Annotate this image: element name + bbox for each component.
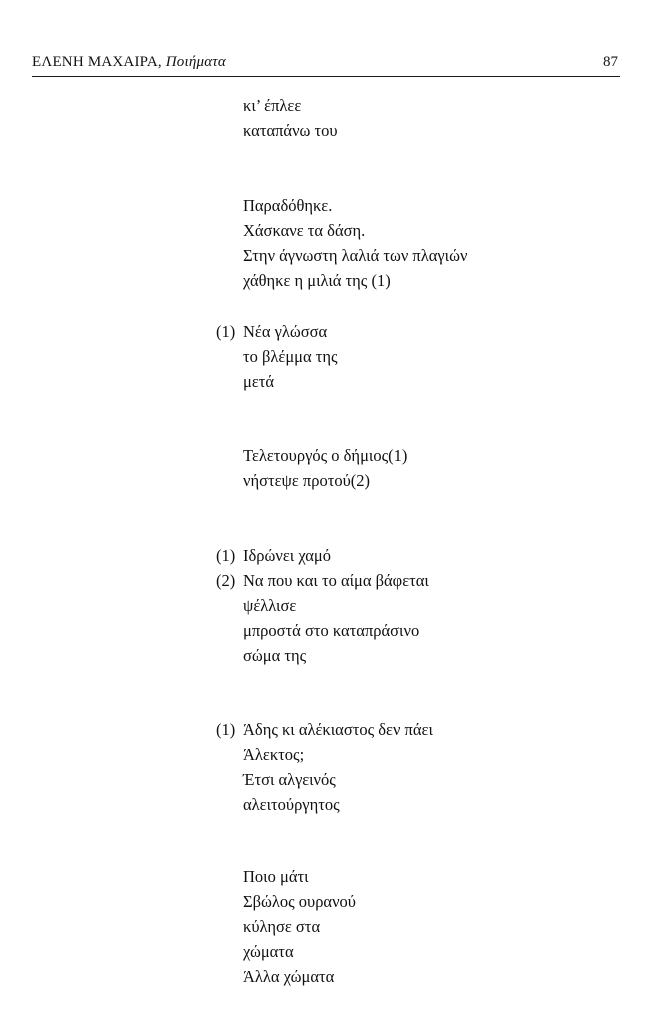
poem-line: μπροστά στο καταπράσινο [243, 621, 420, 640]
poem-line: το βλέμμα της [243, 347, 338, 366]
poem-line: χώματα [243, 942, 294, 961]
poem-line: μετά [243, 372, 275, 391]
poem-line: Άλλα χώματα [243, 967, 335, 986]
poem-line: αλειτούργητος [243, 795, 340, 814]
poem-line: Παραδόθηκε. [243, 196, 333, 215]
footnote-marker: (1) [216, 720, 236, 739]
poem-line: Στην άγνωστη λαλιά των πλαγιών [243, 246, 468, 265]
header-rule [32, 76, 620, 77]
header-author-title [32, 54, 226, 71]
page-number: 87 [603, 54, 618, 70]
poem-line: κι’ έπλεε [243, 96, 302, 115]
poem-line: χάθηκε η μιλιά της (1) [243, 271, 391, 290]
footnote-marker: (1) [216, 322, 236, 341]
poem-line: νήστεψε προτού(2) [243, 471, 371, 490]
poem-line: Νέα γλώσσα [243, 322, 328, 341]
poem-line: Άδης κι αλέκιαστος δεν πάει [243, 720, 433, 739]
poem-line: Σβώλος ουρανού [243, 892, 356, 911]
poem-line: Άλεκτος; [243, 745, 305, 764]
book-title: Ποιήματα [165, 54, 226, 70]
poem-line: Ιδρώνει χαμό [243, 546, 332, 565]
poem-line: Τελετουργός ο δήμιος(1) [243, 446, 408, 465]
poem-line: καταπάνω του [243, 121, 338, 140]
poem-line: κύλησε στα [243, 917, 321, 936]
poem-line: Να που και το αίμα βάφεται [243, 571, 429, 590]
running-header [32, 54, 618, 76]
poem-line: Χάσκανε τα δάση. [243, 221, 366, 240]
poem-line: Ποιο μάτι [243, 867, 309, 886]
footnote-marker: (1) [216, 546, 236, 565]
footnote-marker: (2) [216, 571, 236, 590]
author-name: ΕΛΕΝΗ ΜΑΧΑΙΡΑ, [32, 54, 162, 70]
poem-line: σώμα της [243, 646, 307, 665]
poem-line: Έτσι αλγεινός [243, 770, 336, 789]
poem-line: ψέλλισε [243, 596, 297, 615]
